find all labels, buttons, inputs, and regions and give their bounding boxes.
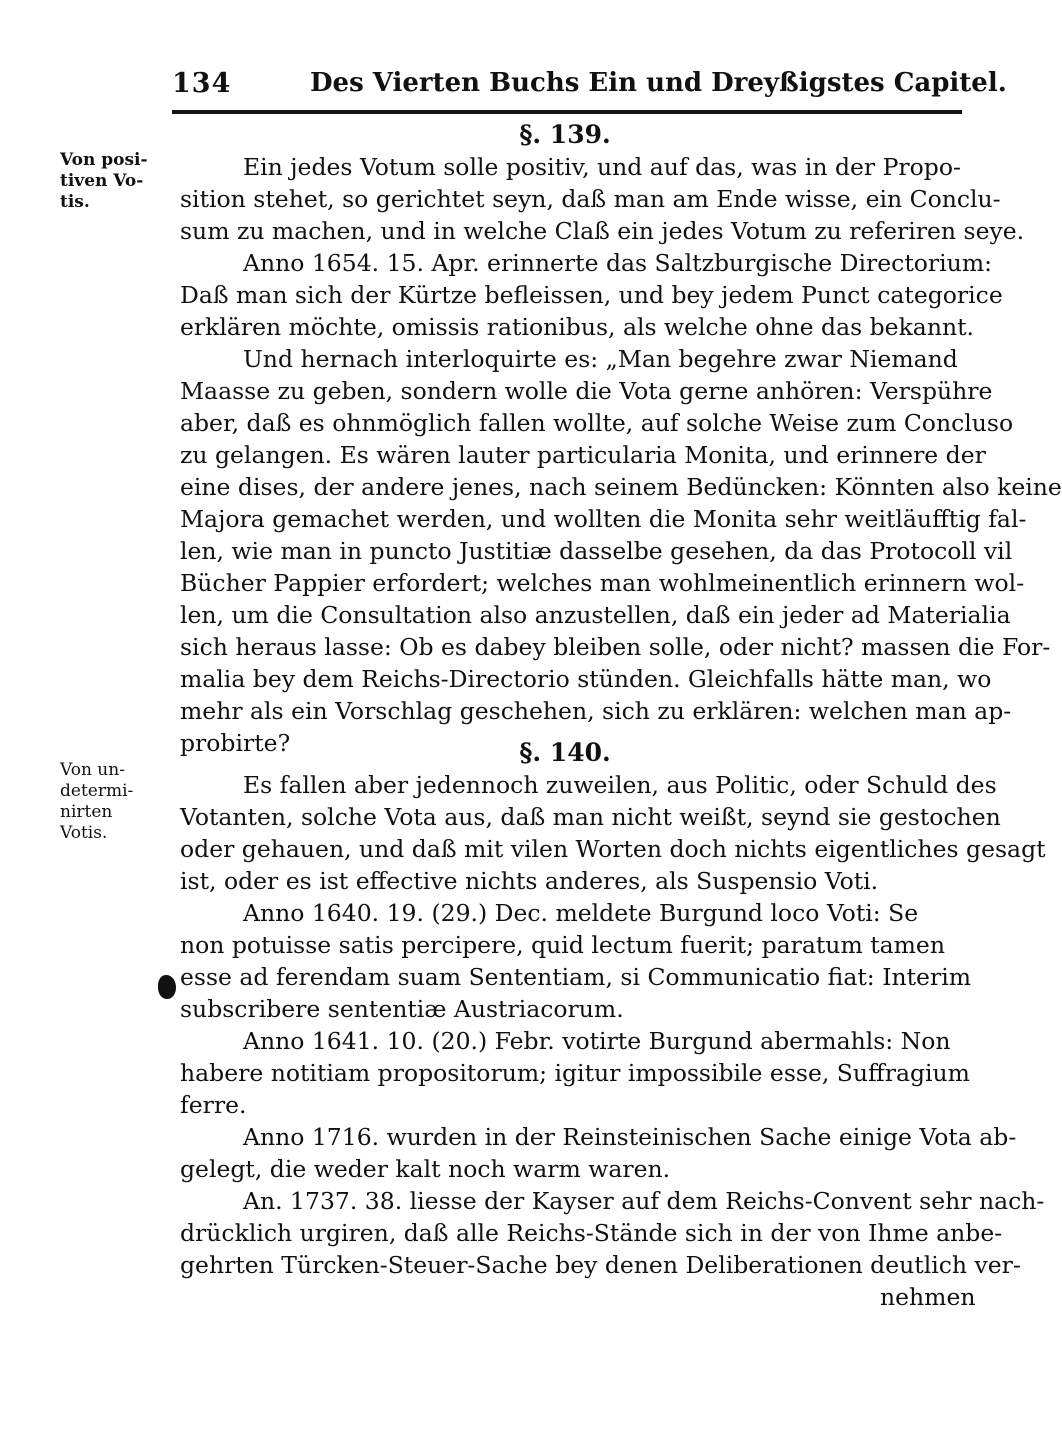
text-line: aber, daß es ohnmöglich fallen wollte, auf solche Weise zum Concluso bbox=[180, 409, 1014, 437]
text-line: drücklich urgiren, daß alle Reichs-Stände sich in der von Ihme anbe- bbox=[180, 1219, 1003, 1247]
text-line: gelegt, die weder kalt noch warm waren. bbox=[180, 1155, 671, 1183]
text-line: gehrten Türcken-Steuer-Sache bey denen Deliberationen deutlich ver- bbox=[180, 1251, 1021, 1279]
text-line: zu gelangen. Es wären lauter particularia Monita, und erinnere der bbox=[180, 441, 986, 469]
text-line: ist, oder es ist effective nichts anderes, als Suspensio Voti. bbox=[180, 867, 879, 895]
text-line: len, um die Consultation also anzustellen, daß ein jeder ad Materialia bbox=[180, 601, 1011, 629]
text-line: len, wie man in puncto Justitiæ dasselbe gesehen, da das Protocoll vil bbox=[180, 537, 1013, 565]
text-line: Bücher Pappier erfordert; welches man wohlmeinentlich erinnern wol- bbox=[180, 569, 1025, 597]
catchword: nehmen bbox=[880, 1283, 976, 1311]
text-line: mehr als ein Vorschlag geschehen, sich zu erklären: welchen man ap- bbox=[180, 697, 1012, 725]
text-line: Maasse zu geben, sondern wolle die Vota gerne anhören: Verspühre bbox=[180, 377, 993, 405]
text-line: ferre. bbox=[180, 1091, 247, 1119]
text-line: subscribere sententiæ Austriacorum. bbox=[180, 995, 624, 1023]
text-line: Anno 1640. 19. (29.) Dec. meldete Burgund loco Voti: Se bbox=[243, 899, 919, 927]
text-line: non potuisse satis percipere, quid lectum fuerit; paratum tamen bbox=[180, 931, 945, 959]
text-line: habere notitiam propositorum; igitur impossibile esse, Suffragium bbox=[180, 1059, 970, 1087]
text-line: Anno 1654. 15. Apr. erinnerte das Saltzburgische Directorium: bbox=[243, 249, 993, 277]
text-line: An. 1737. 38. liesse der Kayser auf dem Reichs-Convent sehr nach- bbox=[243, 1187, 1045, 1215]
text-line: erklären möchte, omissis rationibus, als welche ohne das bekannt. bbox=[180, 313, 974, 341]
text-line: Majora gemachet werden, und wollten die Monita sehr weitläufftig fal- bbox=[180, 505, 1027, 533]
margin-note: Von posi- tiven Vo- tis. bbox=[60, 150, 148, 212]
section-mark: §. 140. bbox=[519, 738, 611, 767]
text-line: Anno 1716. wurden in der Reinsteinischen Sache einige Vota ab- bbox=[243, 1123, 1017, 1151]
text-line: eine dises, der andere jenes, nach seinem Bedüncken: Könnten also keine bbox=[180, 473, 1062, 501]
text-line: malia bey dem Reichs-Directorio stünden. Gleichfalls hätte man, wo bbox=[180, 665, 992, 693]
text-line: oder gehauen, und daß mit vilen Worten doch nichts eigentliches gesagt bbox=[180, 835, 1046, 863]
page-number: 134 bbox=[172, 68, 232, 99]
text-line: sum zu machen, und in welche Claß ein jedes Votum zu referiren seye. bbox=[180, 217, 1025, 245]
text-line: Daß man sich der Kürtze befleissen, und bey jedem Punct categorice bbox=[180, 281, 1003, 309]
text-line: Und hernach interloquirte es: „Man begehre zwar Niemand bbox=[243, 345, 958, 373]
running-title: Des Vierten Buchs Ein und Dreyßigstes Capitel. bbox=[310, 68, 1007, 98]
text-line: Anno 1641. 10. (20.) Febr. votirte Burgund abermahls: Non bbox=[243, 1027, 951, 1055]
text-line: esse ad ferendam suam Sententiam, si Communicatio fiat: Interim bbox=[180, 963, 971, 991]
text-line: sich heraus lasse: Ob es dabey bleiben solle, oder nicht? massen die For- bbox=[180, 633, 1051, 661]
text-line: Votanten, solche Vota aus, daß man nicht weißt, seynd sie gestochen bbox=[180, 803, 1001, 831]
margin-note: Von un- determi- nirten Votis. bbox=[60, 760, 134, 843]
section-mark: §. 139. bbox=[519, 120, 611, 149]
text-line: Ein jedes Votum solle positiv, und auf das, was in der Propo- bbox=[243, 153, 961, 181]
text-line: Es fallen aber jedennoch zuweilen, aus Politic, oder Schuld des bbox=[243, 771, 997, 799]
ink-blot bbox=[158, 975, 176, 999]
header-rule bbox=[172, 110, 962, 114]
text-line: sition stehet, so gerichtet seyn, daß man am Ende wisse, ein Conclu- bbox=[180, 185, 1001, 213]
text-line: probirte? bbox=[180, 729, 291, 757]
